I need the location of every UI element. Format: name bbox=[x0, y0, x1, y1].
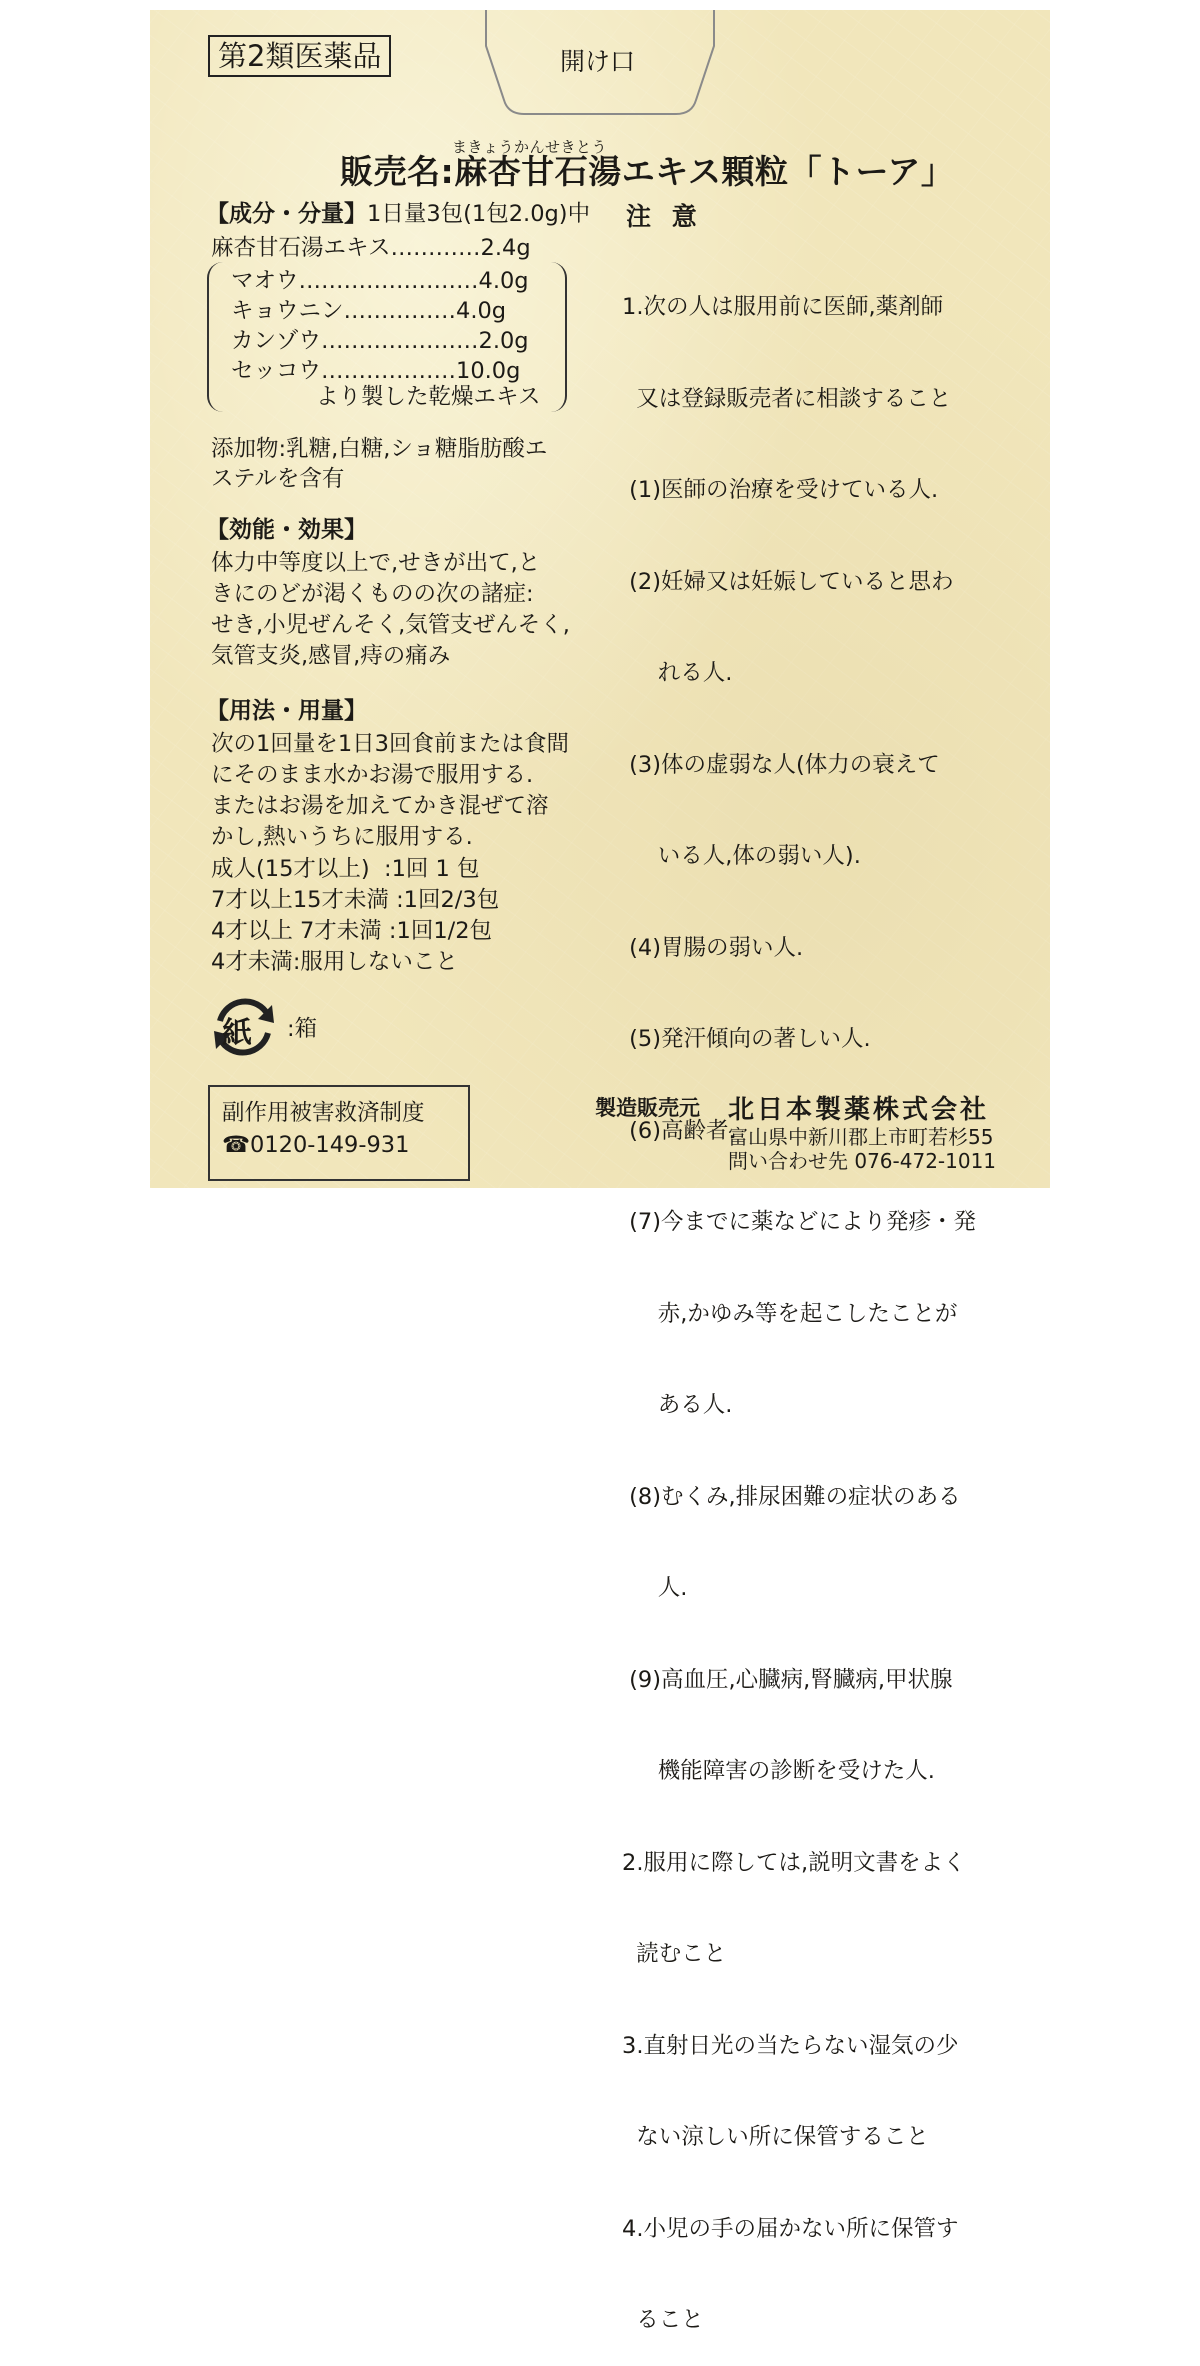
caution-line: 2.服用に際しては,説明文書をよく bbox=[622, 1849, 966, 1876]
dosage-line: またはお湯を加えてかき混ぜて溶 bbox=[211, 793, 549, 819]
product-title: 販売名:麻杏甘石湯エキス顆粒「トーア」 bbox=[340, 152, 955, 191]
caution-line: 4.小児の手の届かない所に保管す bbox=[622, 2215, 959, 2242]
title-ruby: まきょうかんせきとう bbox=[452, 138, 608, 156]
herb-item: カンゾウ…………………2.0g bbox=[231, 328, 529, 354]
efficacy-line: せき,小児ぜんそく,気管支ぜんそく, bbox=[211, 612, 570, 638]
efficacy-line: 体力中等度以上で,せきが出て,と bbox=[211, 550, 541, 576]
caution-line: (3)体の虚弱な人(体力の衰えて bbox=[622, 751, 940, 778]
dosage-table-row: 成人(15才以上) :1回 1 包 bbox=[211, 856, 480, 882]
caution-line: (8)むくみ,排尿困難の症状のある bbox=[622, 1483, 961, 1510]
recycle-label: :箱 bbox=[287, 1016, 318, 1042]
relief-phone: ☎0120-149-931 bbox=[222, 1132, 410, 1158]
herb-item: セッコウ………………10.0g bbox=[231, 358, 521, 384]
recycle-mark-text: 紙 bbox=[222, 1016, 252, 1051]
dosage-line: 次の1回量を1日3回食前または食間 bbox=[211, 731, 569, 757]
dosage-table-row: 4才以上 7才未満 :1回1/2包 bbox=[211, 918, 493, 944]
caution-line: ある人. bbox=[622, 1392, 733, 1418]
caution-line: いる人,体の弱い人). bbox=[622, 843, 861, 869]
caution-line: 1.次の人は服用前に医師,薬剤師 bbox=[622, 294, 944, 320]
caution-line: (9)高血圧,心臓病,腎臓病,甲状腺 bbox=[622, 1666, 953, 1693]
maker-label: 製造販売元 bbox=[595, 1096, 700, 1120]
caution-line: 又は登録販売者に相談すること bbox=[622, 385, 952, 412]
dosage-heading: 【用法・用量】 bbox=[206, 698, 367, 724]
dosage-table-row: 4才未満:服用しないこと bbox=[211, 949, 458, 975]
caution-line: ること bbox=[622, 2307, 704, 2333]
open-tab-label[interactable]: 開け口 bbox=[560, 47, 636, 76]
efficacy-heading: 【効能・効果】 bbox=[206, 517, 367, 543]
efficacy-line: 気管支炎,感冒,痔の痛み bbox=[211, 643, 451, 669]
caution-list bbox=[622, 231, 976, 2366]
additives-line: ステルを含有 bbox=[211, 466, 345, 492]
ingredients-heading: 【成分・分量】 bbox=[206, 201, 367, 227]
efficacy-line: きにのどが渇くものの次の諸症: bbox=[211, 581, 534, 607]
caution-line: 機能障害の診断を受けた人. bbox=[622, 1758, 935, 1784]
caution-line: (2)妊婦又は妊娠していると思わ bbox=[622, 568, 954, 595]
caution-line: れる人. bbox=[622, 660, 733, 686]
caution-line: (1)医師の治療を受けている人. bbox=[622, 477, 939, 503]
caution-line: (7)今までに薬などにより発疹・発 bbox=[622, 1209, 977, 1235]
additives-line: 添加物:乳糖,白糖,ショ糖脂肪酸エ bbox=[211, 436, 548, 462]
caution-line: 3.直射日光の当たらない湿気の少 bbox=[622, 2032, 959, 2059]
caution-heading: 注 意 bbox=[626, 202, 703, 231]
relief-title: 副作用被害救済制度 bbox=[222, 1100, 425, 1126]
herb-item: キョウニン……………4.0g bbox=[231, 298, 507, 324]
caution-line: 読むこと bbox=[622, 1941, 727, 1967]
caution-line: (4)胃腸の弱い人. bbox=[622, 934, 804, 961]
ingredient-extract: 麻杏甘石湯エキス…………2.4g bbox=[211, 235, 531, 261]
herb-item: マオウ……………………4.0g bbox=[231, 268, 529, 294]
dosage-table-row: 7才以上15才未満 :1回2/3包 bbox=[211, 887, 500, 913]
caution-line: (5)発汗傾向の著しい人. bbox=[622, 1026, 871, 1052]
ingredients-heading-row bbox=[206, 199, 590, 229]
drug-category-badge: 第2類医薬品 bbox=[208, 35, 391, 77]
dosage-line: にそのまま水かお湯で服用する. bbox=[211, 762, 534, 788]
caution-line: 人. bbox=[622, 1575, 688, 1601]
caution-line: 赤,かゆみ等を起こしたことが bbox=[622, 1300, 958, 1327]
maker-address: 富山県中新川郡上市町若杉55 bbox=[728, 1125, 994, 1149]
caution-line: (6)高齢者. bbox=[622, 1117, 736, 1144]
maker-contact: 問い合わせ先 076-472-1011 bbox=[728, 1149, 997, 1173]
herb-note: より製した乾燥エキス bbox=[316, 384, 541, 410]
dosage-line: かし,熱いうちに服用する. bbox=[211, 824, 473, 850]
maker-name: 北日本製薬株式会社 bbox=[728, 1095, 990, 1125]
caution-line: ない涼しい所に保管すること bbox=[622, 2124, 929, 2150]
ingredients-daily: 1日量3包(1包2.0g)中 bbox=[367, 201, 591, 227]
